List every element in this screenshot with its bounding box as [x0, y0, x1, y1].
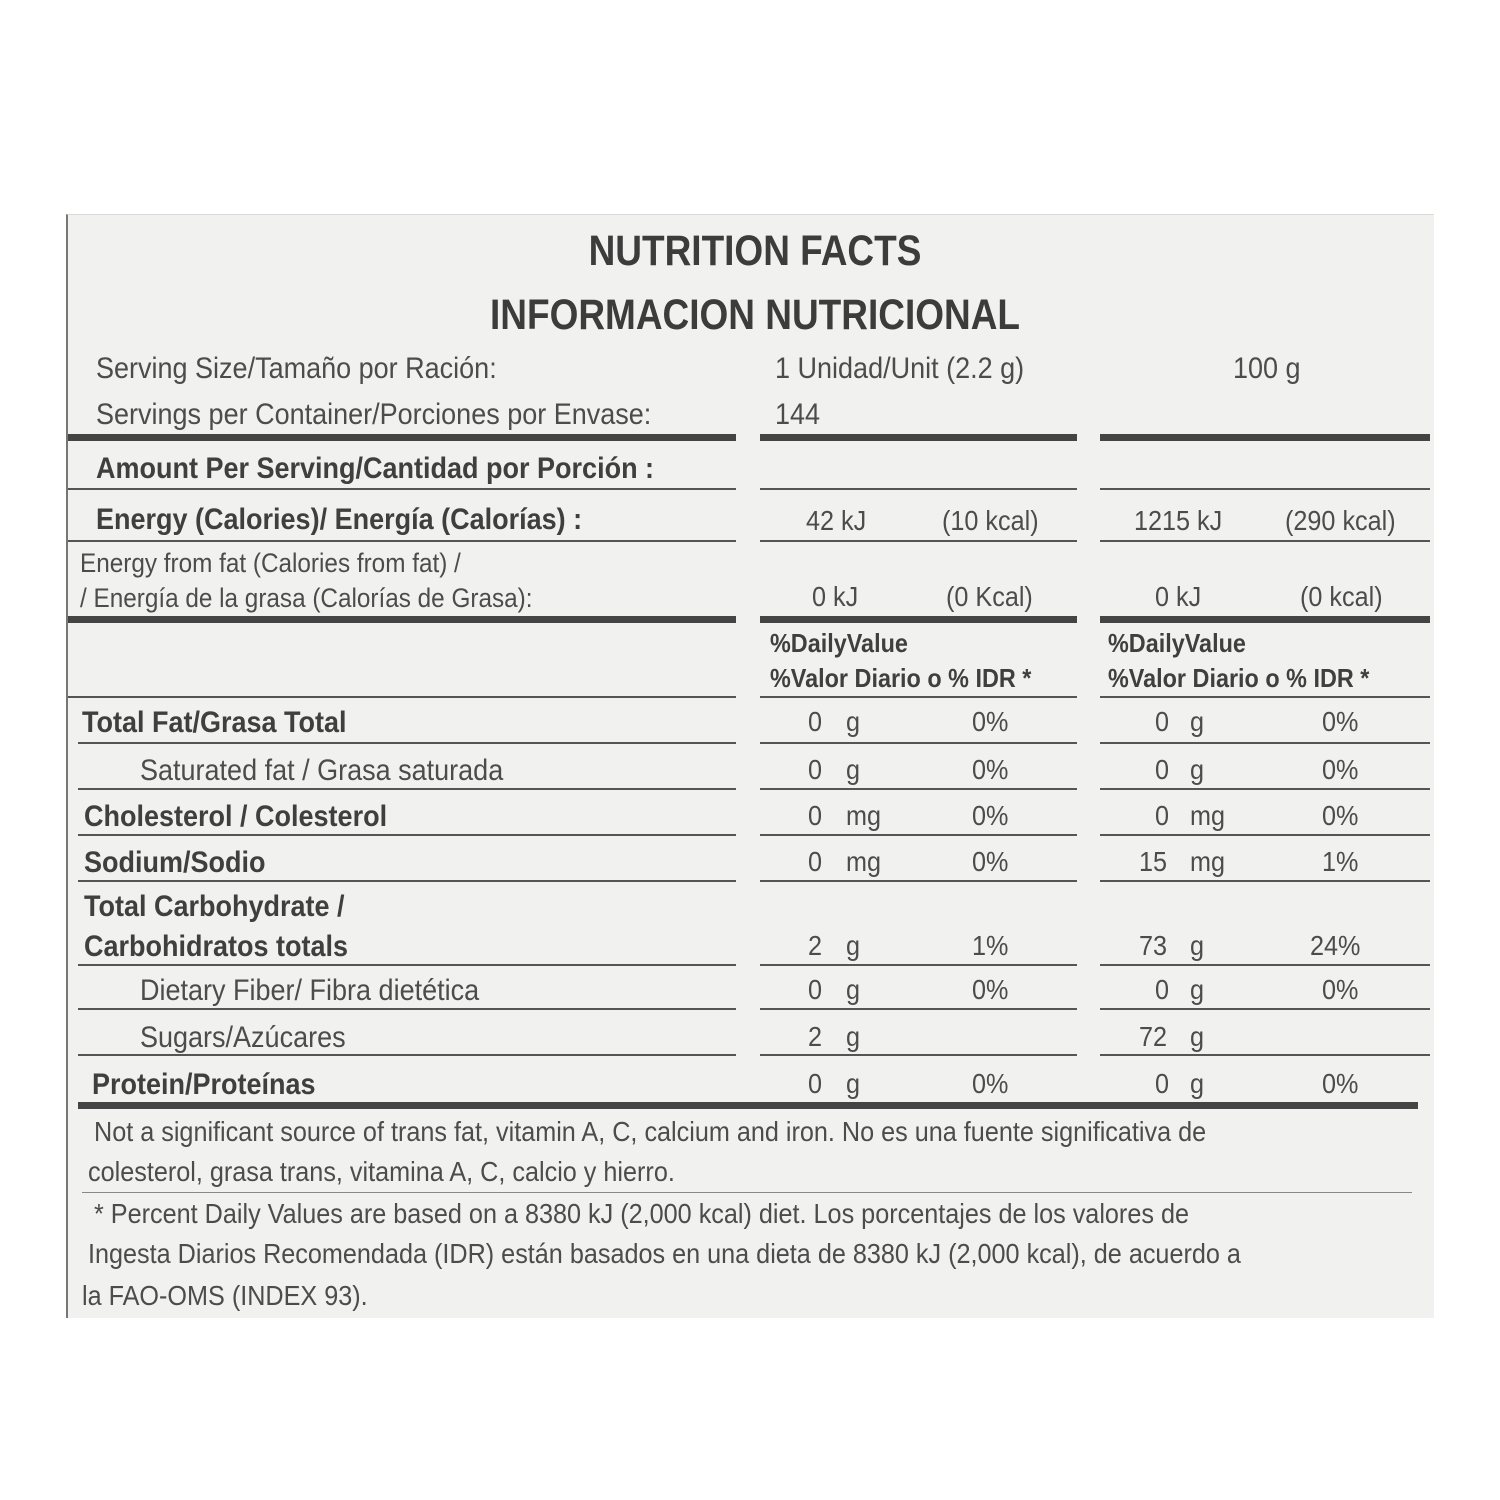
separator: [78, 834, 736, 836]
separator: [68, 540, 736, 542]
dv-header-unit-1: %DailyValue: [770, 628, 908, 658]
separator-thick: [68, 434, 736, 441]
nutrient-unit-qty: 0: [808, 706, 823, 737]
separator-thick: [1100, 434, 1430, 441]
energy-per100-kj: 1215 kJ: [1134, 505, 1223, 536]
nutrient-unit-qty: 0: [808, 754, 823, 785]
nutrient-label: Saturated fat / Grasa saturada: [140, 754, 504, 787]
separator: [78, 1054, 736, 1056]
nutrient-unit-qty: 0: [808, 1068, 823, 1099]
separator: [68, 696, 736, 698]
separator-thick: [78, 1102, 1418, 1109]
nutrient-per100-dv: 0%: [1322, 974, 1359, 1005]
nutrient-per100-measure: g: [1190, 754, 1205, 785]
nutrient-unit-dv: 0%: [972, 754, 1009, 785]
nutrient-unit-measure: mg: [846, 846, 882, 877]
nutrient-per100-measure: g: [1190, 1021, 1205, 1052]
energy-per100-kcal: (290 kcal): [1285, 505, 1396, 536]
serving-size-unit: 1 Unidad/Unit (2.2 g): [775, 352, 1025, 385]
separator: [760, 696, 1077, 698]
separator: [760, 1054, 1077, 1056]
nutrient-per100-qty: 73: [1139, 930, 1168, 961]
dv-header-per100-2: %Valor Diario o % IDR *: [1108, 663, 1370, 693]
nutrient-label-2: Carbohidratos totals: [84, 930, 349, 963]
nutrient-unit-qty: 0: [808, 974, 823, 1005]
energy-fat-unit-kcal: (0 Kcal): [946, 581, 1033, 612]
nutrient-label: Total Fat/Grasa Total: [82, 706, 347, 739]
serving-size-per100: 100 g: [1233, 352, 1301, 385]
nutrient-per100-qty: 0: [1155, 974, 1170, 1005]
nutrient-unit-dv: 0%: [972, 706, 1009, 737]
separator: [760, 742, 1077, 744]
separator: [760, 964, 1077, 966]
separator-thick: [760, 434, 1077, 441]
nutrient-unit-dv: 0%: [972, 846, 1009, 877]
nutrient-unit-qty: 2: [808, 1021, 823, 1052]
footnote-daily-values-3: la FAO-OMS (INDEX 93).: [82, 1280, 368, 1311]
nutrient-label: Protein/Proteínas: [92, 1068, 316, 1101]
nutrient-unit-dv: 0%: [972, 800, 1009, 831]
nutrient-per100-qty: 0: [1155, 706, 1170, 737]
nutrient-unit-measure: g: [846, 706, 861, 737]
separator: [1100, 488, 1430, 490]
footnote-trans-fat-1: Not a significant source of trans fat, vitamin A, C, calcium and iron. No es una fuente significativa de: [94, 1116, 1207, 1147]
separator: [1100, 1008, 1430, 1010]
label-subtitle: INFORMACION NUTRICIONAL: [489, 291, 1021, 339]
separator: [760, 540, 1077, 542]
separator: [760, 880, 1077, 882]
energy-unit-kcal: (10 kcal): [942, 505, 1039, 536]
nutrient-unit-qty: 2: [808, 930, 823, 961]
amount-per-serving: Amount Per Serving/Cantidad por Porción :: [96, 452, 655, 485]
nutrient-unit-measure: g: [846, 974, 861, 1005]
nutrient-unit-measure: g: [846, 1021, 861, 1052]
nutrient-per100-dv: 1%: [1322, 846, 1359, 877]
energy-fat-unit-kj: 0 kJ: [812, 581, 859, 612]
nutrient-label: Total Carbohydrate /: [84, 890, 345, 923]
nutrient-per100-dv: 0%: [1322, 1068, 1359, 1099]
separator-thick: [68, 616, 736, 623]
separator: [1100, 742, 1430, 744]
nutrient-per100-dv: 0%: [1322, 706, 1359, 737]
dv-header-per100-1: %DailyValue: [1108, 628, 1246, 658]
separator: [1100, 1054, 1430, 1056]
nutrient-per100-dv: 0%: [1322, 800, 1359, 831]
nutrient-per100-dv: 0%: [1322, 754, 1359, 785]
nutrient-unit-qty: 0: [808, 846, 823, 877]
nutrient-per100-measure: mg: [1190, 846, 1226, 877]
servings-per-container-value: 144: [775, 398, 821, 431]
separator-thick: [760, 616, 1077, 623]
nutrient-per100-qty: 0: [1155, 1068, 1170, 1099]
nutrient-per100-qty: 0: [1155, 754, 1170, 785]
separator: [1100, 834, 1430, 836]
nutrient-unit-dv: 0%: [972, 974, 1009, 1005]
separator: [78, 788, 736, 790]
energy-label: Energy (Calories)/ Energía (Calorías) :: [96, 503, 583, 536]
servings-per-container-label: Servings per Container/Porciones por Envase:: [96, 398, 652, 431]
energy-fat-per100-kj: 0 kJ: [1155, 581, 1202, 612]
nutrient-label: Dietary Fiber/ Fibra dietética: [140, 974, 480, 1007]
nutrient-per100-qty: 15: [1139, 846, 1168, 877]
separator: [78, 742, 736, 744]
energy-fat-per100-kcal: (0 kcal): [1300, 581, 1383, 612]
nutrient-per100-measure: g: [1190, 930, 1205, 961]
separator: [78, 964, 736, 966]
nutrient-per100-measure: g: [1190, 974, 1205, 1005]
nutrient-per100-qty: 72: [1139, 1021, 1168, 1052]
nutrient-per100-measure: g: [1190, 1068, 1205, 1099]
separator: [1100, 964, 1430, 966]
nutrient-unit-qty: 0: [808, 800, 823, 831]
nutrient-label: Sodium/Sodio: [84, 846, 266, 879]
nutrient-unit-measure: g: [846, 1068, 861, 1099]
energy-fat-label-1: Energy from fat (Calories from fat) /: [80, 548, 461, 578]
nutrient-label: Cholesterol / Colesterol: [84, 800, 388, 833]
separator: [760, 834, 1077, 836]
footnote-daily-values-2: Ingesta Diarios Recomendada (IDR) están basados en una dieta de 8380 kJ (2,000 kcal), de acuerdo a: [88, 1238, 1241, 1269]
energy-unit-kj: 42 kJ: [806, 505, 867, 536]
separator-thick: [1100, 616, 1430, 623]
nutrient-unit-measure: g: [846, 754, 861, 785]
separator: [1100, 788, 1430, 790]
separator: [78, 880, 736, 882]
footnote-trans-fat-2: colesterol, grasa trans, vitamina A, C, calcio y hierro.: [88, 1156, 675, 1187]
separator: [760, 488, 1077, 490]
serving-size-label: Serving Size/Tamaño por Ración:: [96, 352, 497, 385]
separator: [1100, 696, 1430, 698]
label-title: NUTRITION FACTS: [588, 227, 922, 275]
energy-fat-label-2: / Energía de la grasa (Calorías de Grasa):: [80, 583, 533, 613]
separator: [78, 1008, 736, 1010]
nutrient-label: Sugars/Azúcares: [140, 1021, 346, 1054]
footnote-daily-values-1: * Percent Daily Values are based on a 8380 kJ (2,000 kcal) diet. Los porcentajes de los valores de: [94, 1198, 1189, 1229]
separator: [760, 1008, 1077, 1010]
separator: [760, 788, 1077, 790]
nutrient-per100-measure: g: [1190, 706, 1205, 737]
dv-header-unit-2: %Valor Diario o % IDR *: [770, 663, 1032, 693]
separator: [68, 488, 736, 490]
nutrient-unit-measure: mg: [846, 800, 882, 831]
nutrient-unit-measure: g: [846, 930, 861, 961]
separator: [1100, 540, 1430, 542]
nutrient-unit-dv: 1%: [972, 930, 1009, 961]
nutrient-per100-qty: 0: [1155, 800, 1170, 831]
nutrient-unit-dv: 0%: [972, 1068, 1009, 1099]
nutrient-per100-measure: mg: [1190, 800, 1226, 831]
nutrient-per100-dv: 24%: [1310, 930, 1361, 961]
separator: [1100, 880, 1430, 882]
separator: [82, 1192, 1412, 1193]
